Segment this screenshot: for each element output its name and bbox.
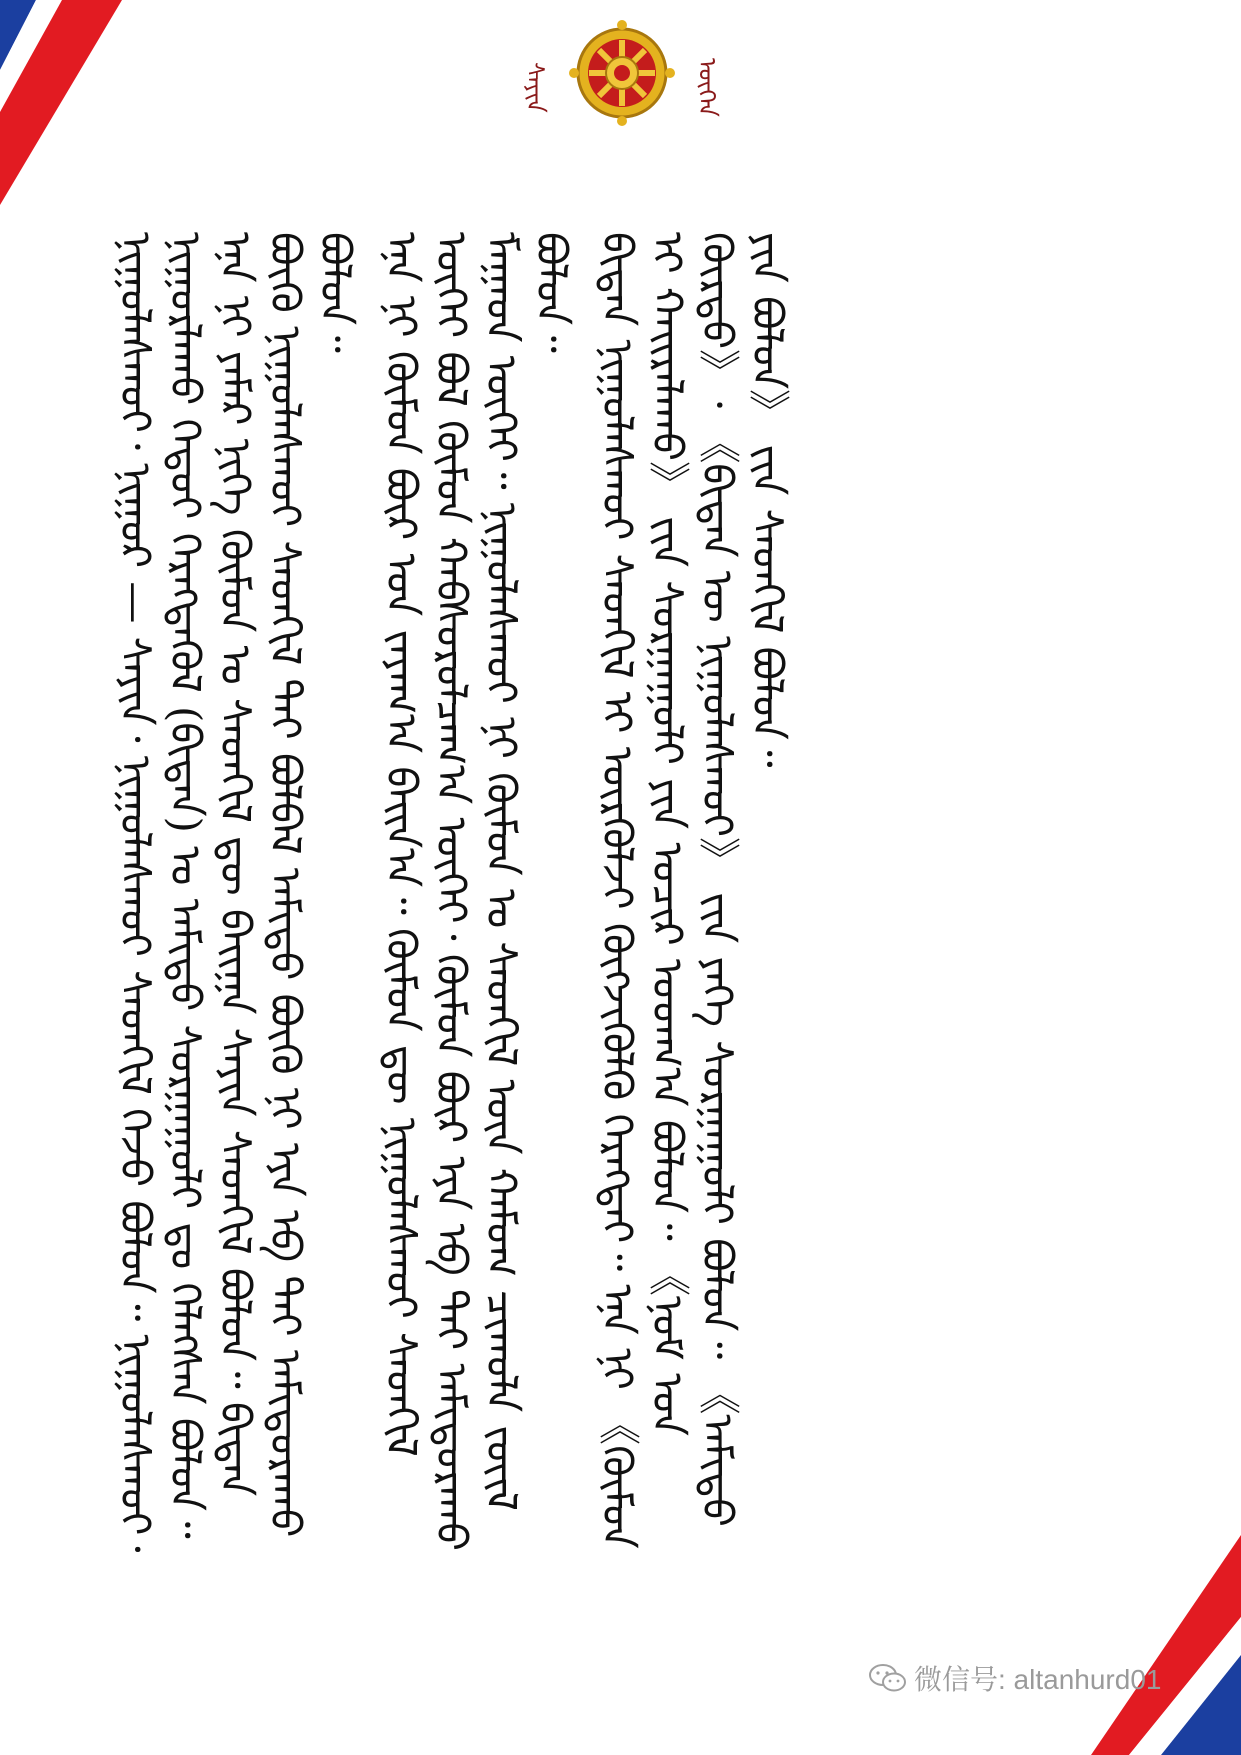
- corner-ribbon-bottom-right: [1051, 1535, 1241, 1755]
- paragraph-2: ᠡᠨᠡ ᠨᠢ ᠬᠦᠮᠦᠨ ᠪᠦᠷ ᠤᠨ ᠵᠠᠶᠠᠭ᠎ᠠ ᠪᠠᠢᠨ᠎ᠠ᠃ ᠬᠦᠮᠦᠨ ᠳᠦ ᠨᠢᠭᠤᠯᠠᠰᠬᠤᠢ ᠰᠡᠳᠬᠢᠯ ᠦᠭᠡᠢ ᠪᠣᠯ ᠬᠦᠮᠦᠨ ᠬᠠᠪᠰᠤᠷᠤᠯᠴᠠᠭ᠎ᠠ ᠦᠭᠡᠢ᠂ ᠬᠦᠮᠦᠨ ᠪᠦᠷ ᠡᠶᠡ ᠡᠪ ᠲᠡᠢ ᠠᠮᠢᠳᠤᠷᠠᠬᠤ ᠮᠠᠭᠠᠳ ᠦᠭᠡᠢ᠃ ᠨᠢᠭᠤᠯᠠᠰᠬᠤᠢ ᠨᠢ ᠬᠦᠮᠦᠨ ᠤ ᠰᠡᠳᠬᠢᠯ ᠦᠨ ᠬᠠᠮᠤᠭ ᠴᠢᠬᠤᠯᠠ ᠵᠦᠢᠯ ᠪᠣᠯᠤᠨ᠃: [377, 232, 576, 1551]
- paragraph-1: ᠨᠢᠭᠤᠯᠠᠰᠬᠤᠢ᠂ ᠨᠢᠭᠤᠷ — ᠰᠠᠶᠢᠨ᠂ ᠨᠢᠭᠤᠯᠠᠰᠬᠤᠢ ᠰᠡᠳᠬᠢᠯ ᠭᠡᠵᠦ ᠪᠣᠯᠤᠨ᠃ ᠨᠢᠭᠤᠯᠠᠰᠬᠤᠢ᠂ ᠨᠢᠭᠤᠷᠯᠠᠬᠤ ᠬᠡᠳᠦᠢ ᠬᠡᠷᠡᠭᠳᠡᠭᠦᠯ (ᠪᠢᠳᠡᠨ) ᠤ ᠠᠮᠢᠳᠤ ᠰᠤᠷᠭᠠᠭᠤᠯᠢ ᠳᠤ ᠬᠡᠯᠡᠭᠰᠡᠨ ᠪᠤᠯᠤᠨ᠃ ᠡᠨᠡ ᠨᠢ ᠶᠠᠮᠠᠷ ᠨᠢᠭᠡ ᠬᠦᠮᠦᠨ ᠤ ᠰᠡᠳᠬᠢᠯ ᠳᠦ ᠪᠠᠢᠭᠠ ᠰᠠᠶᠢᠨ ᠰᠡᠳᠬᠢᠯ ᠪᠣᠯᠤᠨ᠃ ᠪᠢᠳᠡᠨ ᠪᠦᠬᠦ ᠨᠢᠭᠤᠯᠠᠰᠬᠤᠢ ᠰᠡᠳᠬᠢᠯ ᠲᠡᠢ ᠪᠣᠯᠪᠠᠯ ᠠᠮᠢᠳᠤ ᠪᠦᠬᠦ ᠨᠢ ᠡᠶᠡ ᠡᠪ ᠲᠡᠢ ᠠᠮᠢᠳᠤᠷᠠᠬᠤ ᠪᠣᠯᠤᠨ᠃: [111, 232, 360, 1553]
- paragraph-3: ᠪᠢᠳᠡᠨ ᠨᠢᠭᠤᠯᠠᠰᠬᠤᠢ ᠰᠡᠳᠬᠢᠯ ᠢ ᠦᠷᠭᠦᠯᠵᠢ ᠬᠥᠭᠵᠢᠭᠦᠯᠬᠦ ᠬᠡᠷᠡᠭᠲᠡᠢ᠃ ᠡᠨᠡ ᠨᠢ 《ᠬᠦᠮᠦᠨ ᠢ ᠬᠠᠢᠷᠠᠯᠠᠬᠤ》 ᠵᠢᠨ ᠰᠤᠷᠭᠠᠭᠤᠯᠢ ᠶᠢᠨ ᠤᠴᠢᠷ ᠤᠳᠬ᠎ᠠ ᠪᠣᠯᠤᠨ᠃ 《ᠨᠤᠮ ᠤᠨ ᠬᠦᠷᠳᠦ》᠂ 《ᠪᠢᠳᠡᠨ ᠦ ᠨᠢᠭᠤᠯᠠᠰᠬᠤᠢ》 ᠵᠢᠨ ᠶᠡᠬᠡ ᠰᠤᠷᠭᠠᠭᠤᠯᠢ ᠪᠣᠯᠤᠨ᠃ 《ᠠᠮᠢᠳᠤ ᠶᠢᠨ ᠪᠣᠯᠤᠨ》 ᠵᠢᠨ ᠰᠡᠳᠬᠢᠯ ᠪᠣᠯᠤᠨ᠃: [593, 232, 792, 1549]
- logo-left-word: ᠰᠠᠶᠢᠨ: [521, 62, 549, 113]
- header-logo: [520, 18, 720, 128]
- corner-ribbon-top-left: [0, 0, 170, 220]
- logo-right-word: ᠦᠭᠡᠨ: [693, 58, 721, 117]
- wechat-watermark: [868, 1658, 1161, 1698]
- watermark-text: 微信号: altanhurd01: [914, 1664, 1162, 1695]
- dharma-wheel-icon: [562, 18, 682, 128]
- wechat-icon: [868, 1662, 908, 1694]
- body-text: [110, 232, 1060, 1572]
